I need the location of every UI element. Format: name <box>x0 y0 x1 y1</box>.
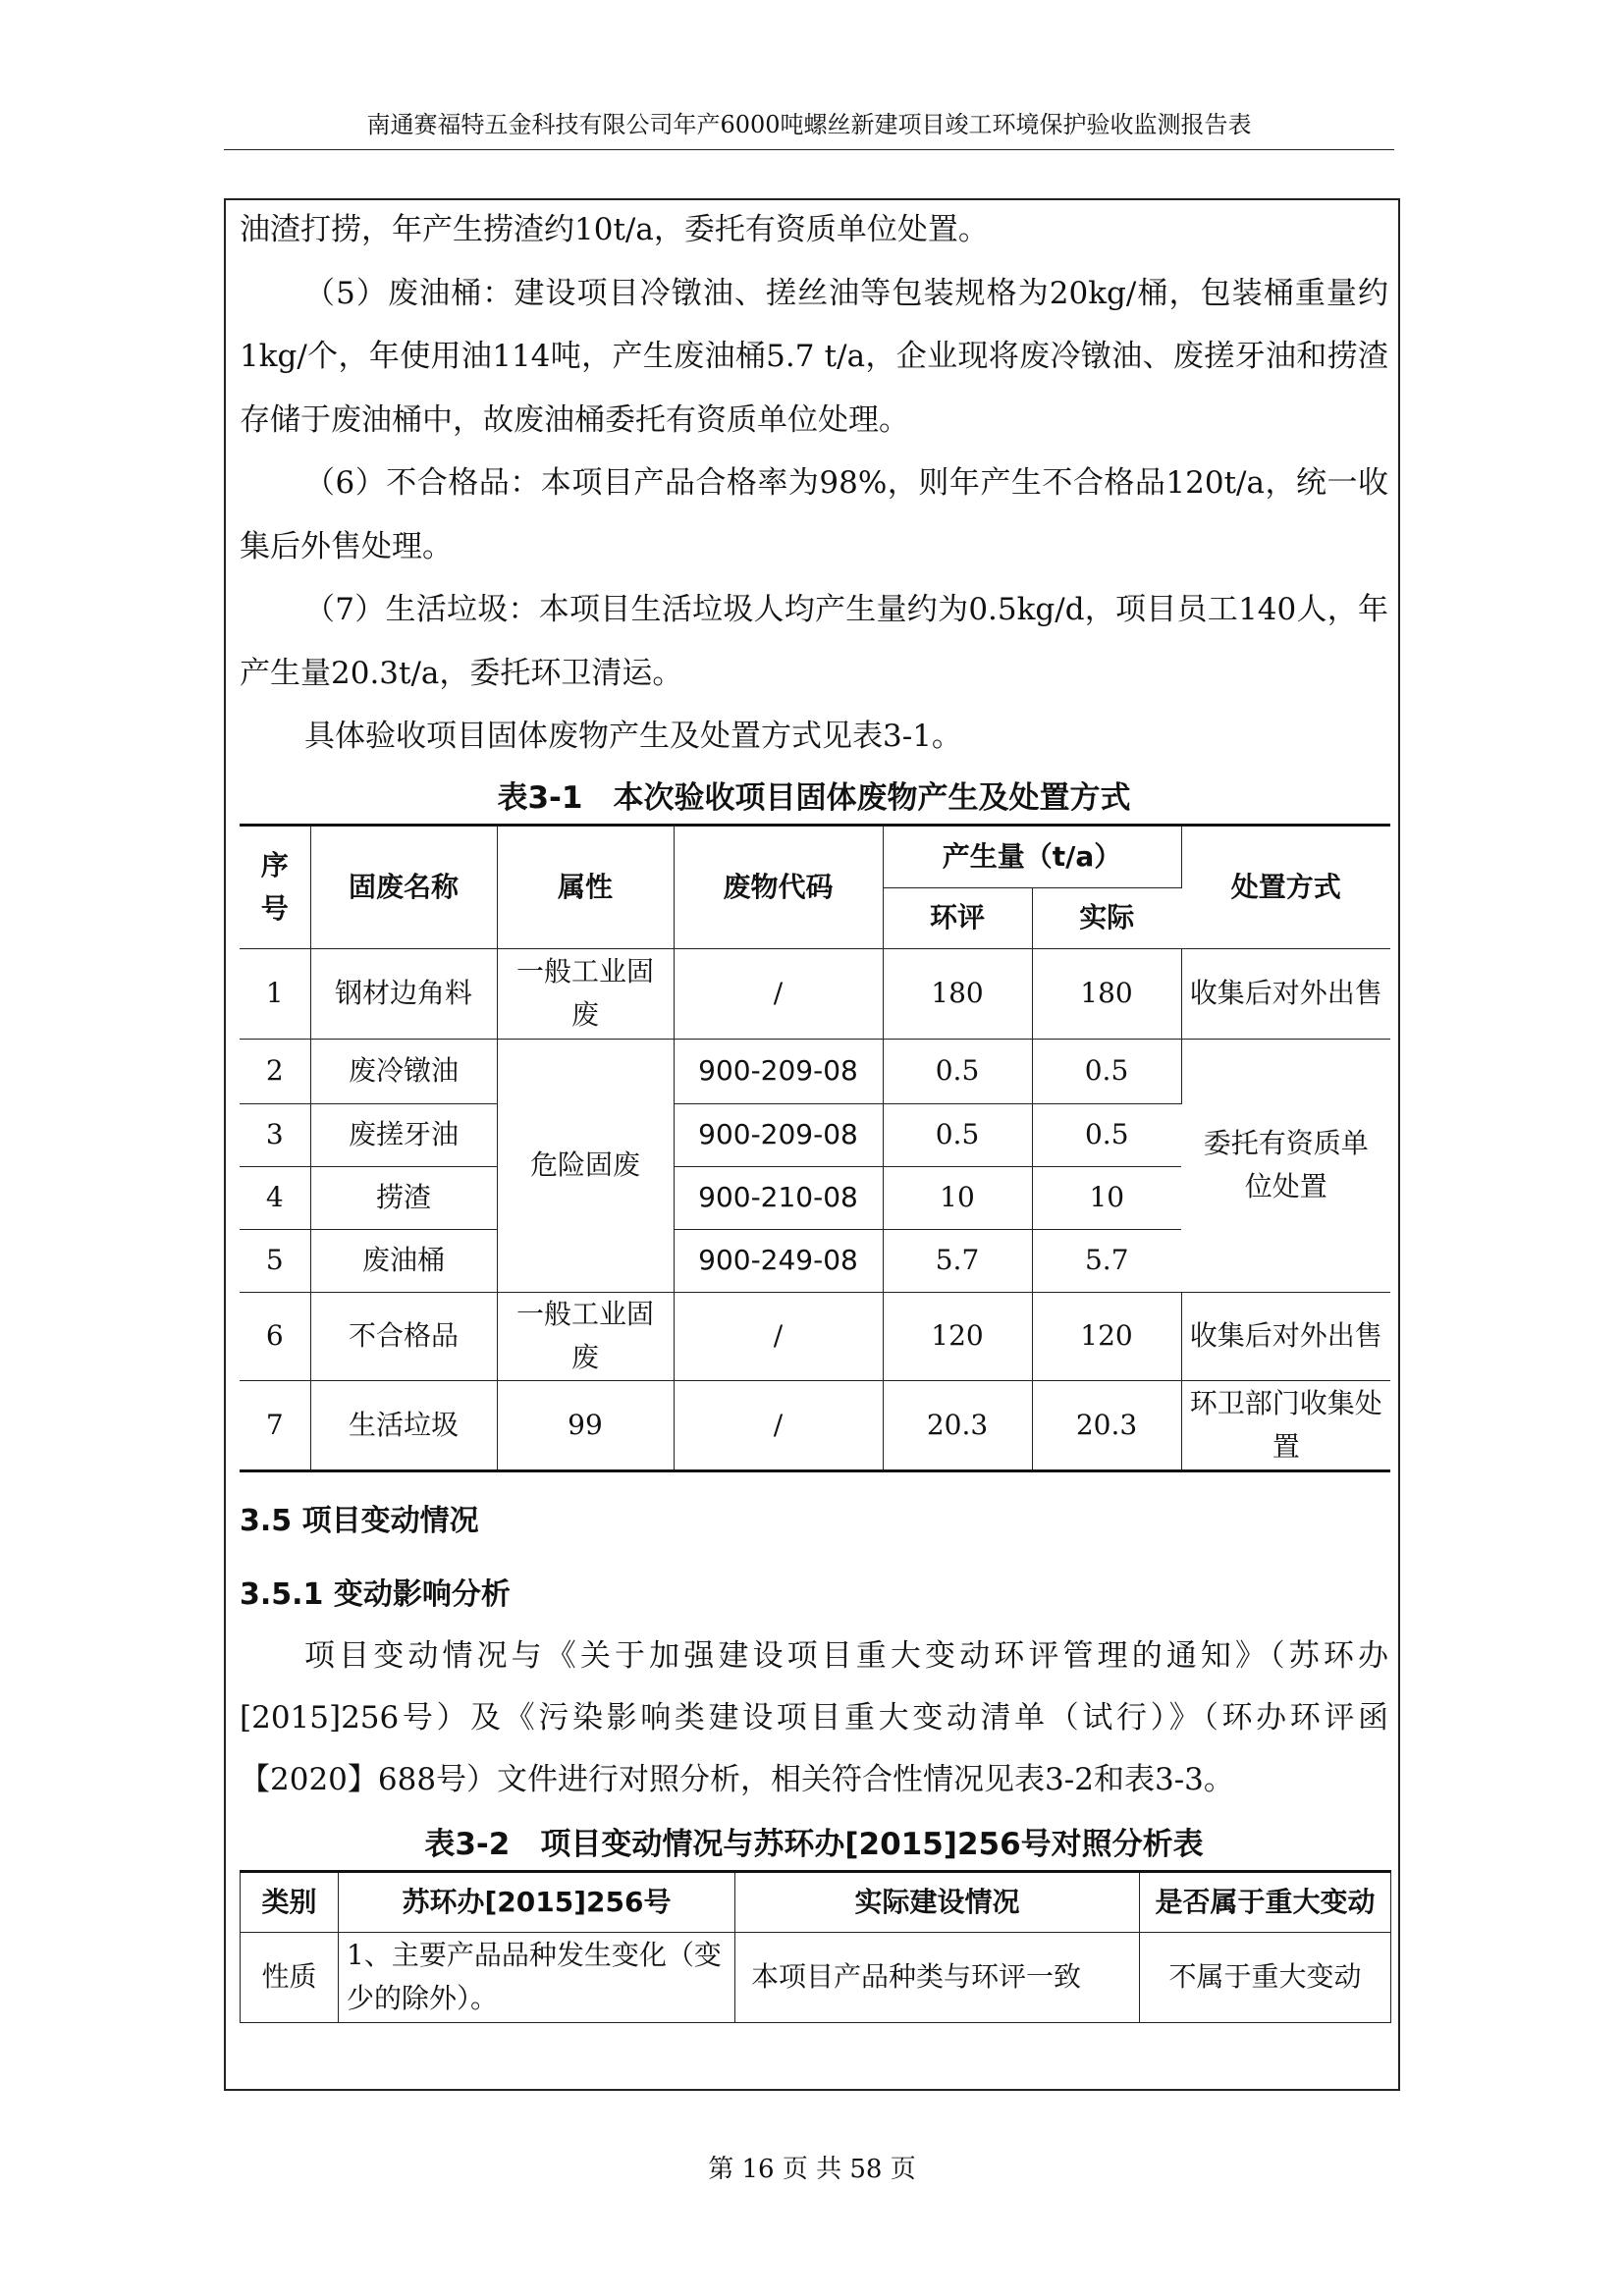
cell-name: 不合格品 <box>310 1292 497 1380</box>
cell-code: 900-209-08 <box>674 1039 883 1103</box>
change-analysis-table <box>240 1870 1391 2023</box>
cell-no: 7 <box>240 1380 310 1470</box>
paragraph: （6）不合格品：本项目产品合格率为98%，则年产生不合格品120t/a，统一收集后外售处理。 <box>240 465 1388 564</box>
table-row <box>241 1932 1391 2022</box>
table-caption: 表3-1 本次验收项目固体废物产生及处置方式 <box>497 779 1131 816</box>
cell-attr: 危险固废 <box>497 1039 674 1292</box>
paragraph: 具体验收项目固体废物产生及处置方式见表3-1。 <box>304 719 962 754</box>
table-row <box>240 1380 1390 1470</box>
cell-code: / <box>674 1380 883 1470</box>
paragraph: （5）废油桶：建设项目冷镦油、搓丝油等包装规格为20kg/桶，包装桶重量约1kg/个，年使用油114吨，产生废油桶5.7 t/a，企业现将废冷镦油、废搓牙油和捞渣存储于废油桶中，故废油桶委托有资质单位处理。 <box>240 275 1388 438</box>
cell-actual: 5.7 <box>1032 1229 1181 1292</box>
cell-code: 900-209-08 <box>674 1103 883 1166</box>
cell-doc: 1、主要产品品种发生变化（变少的除外）。 <box>339 1932 735 2022</box>
paragraph: 油渣打捞，年产生捞渣约10t/a，委托有资质单位处置。 <box>240 212 989 247</box>
cell-eia: 10 <box>883 1166 1032 1229</box>
table-caption: 表3-2 项目变动情况与苏环办[2015]256号对照分析表 <box>424 1826 1204 1862</box>
cell-actual: 本项目产品种类与环评一致 <box>735 1932 1140 2022</box>
cell-actual: 180 <box>1032 948 1181 1039</box>
cell-attr: 一般工业固废 <box>497 1292 674 1380</box>
header-code: 废物代码 <box>674 825 883 948</box>
cell-code: / <box>674 948 883 1039</box>
cell-actual: 10 <box>1032 1166 1181 1229</box>
header-doc: 苏环办[2015]256号 <box>339 1871 735 1932</box>
cell-eia: 20.3 <box>883 1380 1032 1470</box>
cell-attr: 99 <box>497 1380 674 1470</box>
cell-actual: 120 <box>1032 1292 1181 1380</box>
cell-disposal: 收集后对外出售 <box>1181 948 1390 1039</box>
cell-code: / <box>674 1292 883 1380</box>
paragraph: 项目变动情况与《关于加强建设项目重大变动环评管理的通知》（苏环办[2015]256号）及《污染影响类建设项目重大变动清单（试行）》（环办环评函【2020】688号）文件进行对照分析，相关符合性情况见表3-2和表3-3。 <box>240 1637 1388 1797</box>
header-actual: 实际 <box>1032 887 1181 948</box>
header-title: 南通赛福特五金科技有限公司年产6000吨螺丝新建项目竣工环境保护验收监测报告表 <box>366 111 1252 138</box>
header-no: 序号 <box>240 825 310 948</box>
cell-name: 废冷镦油 <box>310 1039 497 1103</box>
cell-no: 1 <box>240 948 310 1039</box>
table-row <box>240 1292 1390 1380</box>
cell-no: 2 <box>240 1039 310 1103</box>
cell-name: 钢材边角料 <box>310 948 497 1039</box>
header-category: 类别 <box>241 1871 339 1932</box>
cell-no: 6 <box>240 1292 310 1380</box>
cell-code: 900-210-08 <box>674 1166 883 1229</box>
header-major: 是否属于重大变动 <box>1140 1871 1391 1932</box>
page-footer <box>0 2149 1624 2185</box>
cell-eia: 0.5 <box>883 1103 1032 1166</box>
cell-disposal: 环卫部门收集处置 <box>1181 1380 1390 1470</box>
header-actual: 实际建设情况 <box>735 1871 1140 1932</box>
cell-eia: 0.5 <box>883 1039 1032 1103</box>
cell-name: 生活垃圾 <box>310 1380 497 1470</box>
paragraph: （7）生活垃圾：本项目生活垃圾人均产生量约为0.5kg/d，项目员工140人，年产生量20.3t/a，委托环卫清运。 <box>240 592 1388 691</box>
cell-disposal: 委托有资质单位处置 <box>1181 1039 1390 1292</box>
header-eia: 环评 <box>883 887 1032 948</box>
cell-attr: 一般工业固废 <box>497 948 674 1039</box>
cell-actual: 20.3 <box>1032 1380 1181 1470</box>
cell-no: 4 <box>240 1166 310 1229</box>
cell-eia: 180 <box>883 948 1032 1039</box>
cell-no: 5 <box>240 1229 310 1292</box>
header-disposal: 处置方式 <box>1181 825 1390 948</box>
page-header <box>224 110 1394 150</box>
cell-major: 不属于重大变动 <box>1140 1932 1391 2022</box>
cell-name: 废搓牙油 <box>310 1103 497 1166</box>
cell-name: 捞渣 <box>310 1166 497 1229</box>
section-heading: 3.5 项目变动情况 <box>240 1503 479 1538</box>
page-number: 第 16 页 共 58 页 <box>708 2155 916 2184</box>
cell-disposal: 收集后对外出售 <box>1181 1292 1390 1380</box>
cell-no: 3 <box>240 1103 310 1166</box>
table-row <box>240 1039 1390 1103</box>
section-heading: 3.5.1 变动影响分析 <box>240 1576 511 1612</box>
solid-waste-table <box>240 824 1390 1472</box>
cell-eia: 120 <box>883 1292 1032 1380</box>
cell-actual: 0.5 <box>1032 1039 1181 1103</box>
cell-name: 废油桶 <box>310 1229 497 1292</box>
content <box>240 198 1388 2023</box>
cell-actual: 0.5 <box>1032 1103 1181 1166</box>
cell-category: 性质 <box>241 1932 339 2022</box>
header-attr: 属性 <box>497 825 674 948</box>
header-amount: 产生量（t/a） <box>883 825 1181 887</box>
header-name: 固废名称 <box>310 825 497 948</box>
cell-code: 900-249-08 <box>674 1229 883 1292</box>
cell-eia: 5.7 <box>883 1229 1032 1292</box>
table-row <box>240 948 1390 1039</box>
